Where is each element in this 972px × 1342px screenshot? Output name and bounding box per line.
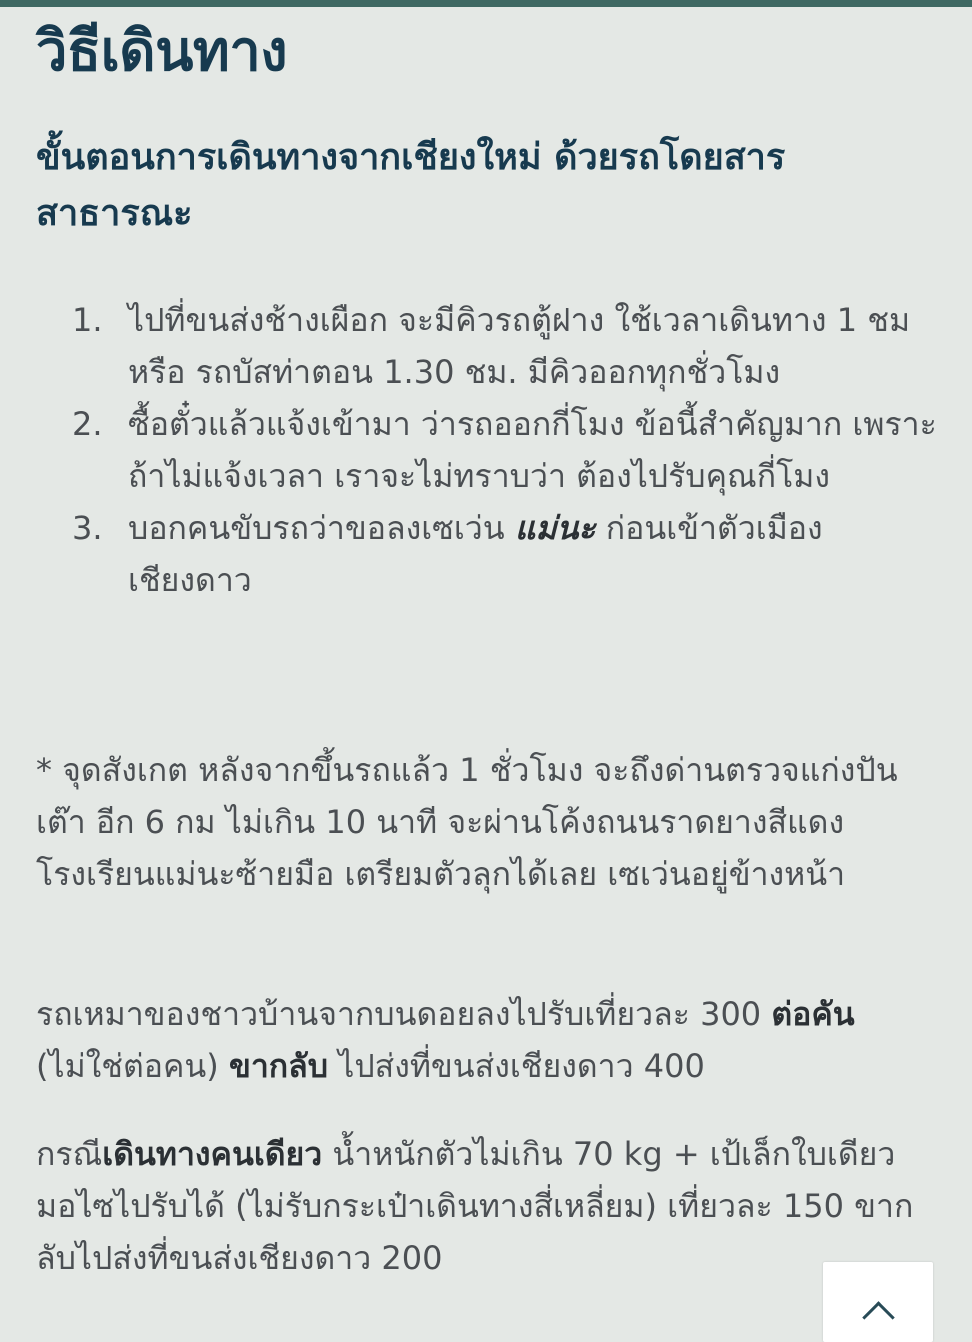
solo-travel-paragraph [36, 1128, 942, 1284]
step-emphasis: แม่นะ [514, 509, 596, 547]
step-number: 2. [72, 405, 103, 443]
list-item [0, 294, 972, 398]
step-text: ไปที่ขนส่งช้างเผือก จะมีคิวรถตู้ฝาง ใช้เวลาเดินทาง 1 ชม หรือ รถบัสท่าตอน 1.30 ชม. มีคิวออกทุกชั่วโมง [128, 301, 911, 391]
step-number: 3. [72, 509, 103, 547]
fare-text: (ไม่ใช่ต่อคน) [36, 1047, 229, 1085]
list-item [0, 398, 972, 502]
top-accent-bar [0, 0, 972, 7]
fare-bold: ต่อคัน [771, 995, 855, 1033]
chevron-up-icon [862, 1301, 895, 1334]
steps-list [0, 294, 972, 606]
fare-bold: ขากลับ [228, 1047, 329, 1085]
solo-bold: เดินทางคนเดียว [102, 1135, 323, 1173]
page-title: วิธีเดินทาง [36, 19, 288, 84]
step-text-part: บอกคนขับรถว่าขอลงเซเว่น [128, 509, 515, 547]
scroll-to-top-button[interactable] [823, 1262, 933, 1342]
note-paragraph: * จุดสังเกต หลังจากขึ้นรถแล้ว 1 ชั่วโมง จะถึงด่านตรวจแก่งปันเต๊า อีก 6 กม ไม่เกิน 10 นาที จะผ่านโค้งถนนราดยางสีแดง โรงเรียนแม่นะซ้ายมือ เตรียมตัวลุกได้เลย เซเว่นอยู่ข้างหน้า [36, 751, 898, 893]
solo-text: กรณี [36, 1135, 103, 1173]
section-heading: ขั้นตอนการเดินทางจากเชียงใหม่ ด้วยรถโดยสารสาธารณะ [36, 137, 786, 234]
solo-text: น้ำหนักตัวไม่เกิน 70 kg + เป้เล็กใบเดียว มอไซไปรับได้ (ไม่รับกระเป๋าเดินทางสี่เหลี่ยม) เที่ยวละ 150 ขากลับไปส่งที่ขนส่งเชียงดาว 200 [36, 1135, 914, 1277]
list-item [0, 502, 972, 606]
fare-paragraph [36, 988, 942, 1092]
step-number: 1. [72, 301, 103, 339]
fare-text: รถเหมาของชาวบ้านจากบนดอยลงไปรับเที่ยวละ 300 [36, 995, 772, 1033]
step-text-part: ก่อนเข้าตัวเมืองเชียงดาว [128, 509, 823, 599]
step-text [128, 509, 823, 599]
fare-text: ไปส่งที่ขนส่งเชียงดาว 400 [328, 1047, 705, 1085]
step-text: ซื้อตั๋วแล้วแจ้งเข้ามา ว่ารถออกกี่โมง ข้อนี้สำคัญมาก เพราะถ้าไม่แจ้งเวลา เราจะไม่ทราบว่า ต้องไปรับคุณกี่โมง [128, 405, 937, 495]
